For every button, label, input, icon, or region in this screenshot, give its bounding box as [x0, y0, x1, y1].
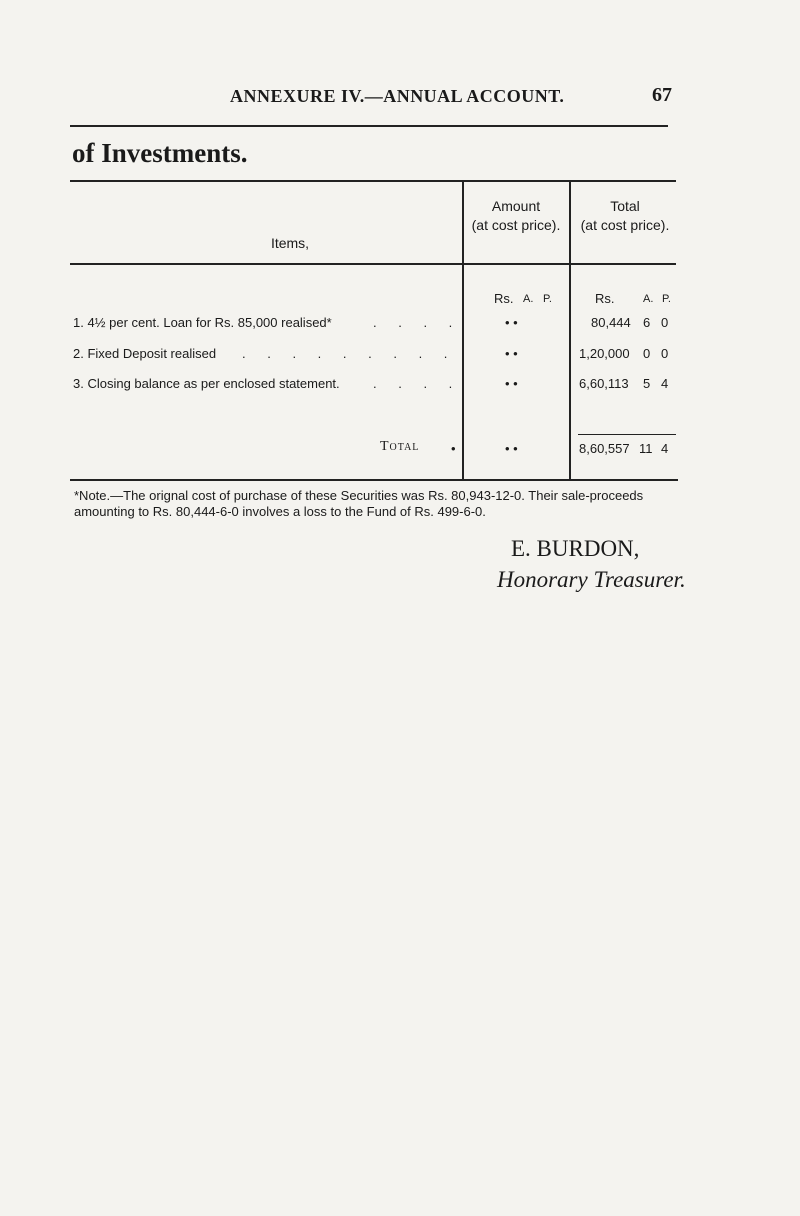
table-top-rule [70, 180, 676, 182]
running-header: ANNEXURE IV.—ANNUAL ACCOUNT. [230, 86, 565, 106]
row-amount: • • [505, 315, 518, 330]
row-total-p: 0 [661, 346, 669, 361]
row-total-p: 4 [661, 376, 669, 391]
page-title: of Investments. [72, 138, 248, 168]
row-total-p: 0 [661, 315, 669, 330]
amount-header-line1: Amount [491, 198, 541, 214]
row-leader: . . . . . . . . . [242, 346, 457, 361]
signatory-name: E. BURDON, [511, 536, 640, 561]
page-number: 67 [652, 84, 672, 106]
total-header-line2: (at cost price). [580, 217, 670, 233]
total-leader: • [451, 441, 456, 456]
amount-header-line2: (at cost price). [471, 217, 561, 233]
row-total-a: 0 [643, 346, 651, 361]
row-total-a: 6 [643, 315, 651, 330]
total-amount: • • [505, 441, 518, 456]
total-a-subhead: A. [643, 293, 654, 305]
amount-a-subhead: A. [523, 293, 534, 305]
column-header-total [572, 197, 678, 235]
total-p: 4 [661, 441, 669, 456]
amount-rs-subhead: Rs. [494, 291, 514, 306]
total-rs: 8,60,557 [579, 441, 630, 456]
row-item: 3. Closing balance as per enclosed statement. [73, 376, 340, 391]
column-header-amount [464, 197, 568, 235]
footnote: *Note.—The orignal cost of purchase of these Securities was Rs. 80,943-12-0. Their sale-proceeds amounting to Rs. 80,444-6-0 involves a loss to the Fund of Rs. 499-6-0. [74, 488, 644, 519]
row-leader: . . . . [373, 315, 462, 330]
total-p-subhead: P. [662, 293, 671, 305]
total-rs-subhead: Rs. [595, 291, 615, 306]
total-header-line1: Total [610, 198, 640, 214]
table-bottom-rule [70, 479, 678, 481]
row-total-rs: 1,20,000 [579, 346, 630, 361]
total-a: 11 [639, 441, 653, 456]
total-sum-rule [578, 434, 676, 435]
row-amount: • • [505, 346, 518, 361]
row-total-a: 5 [643, 376, 651, 391]
row-item: 1. 4½ per cent. Loan for Rs. 85,000 realised* [73, 315, 332, 330]
column-header-items: Items, [270, 235, 310, 251]
signatory-title: Honorary Treasurer. [497, 567, 686, 592]
header-rule [70, 125, 668, 127]
row-leader: . . . . [373, 376, 462, 391]
column-divider-total [569, 180, 571, 480]
row-amount: • • [505, 376, 518, 391]
total-label: Total [380, 439, 420, 454]
row-total-rs: 80,444 [591, 315, 631, 330]
row-total-rs: 6,60,113 [579, 376, 629, 391]
header-bottom-rule [70, 263, 676, 265]
row-item: 2. Fixed Deposit realised [73, 346, 217, 361]
amount-p-subhead: P. [543, 293, 552, 305]
